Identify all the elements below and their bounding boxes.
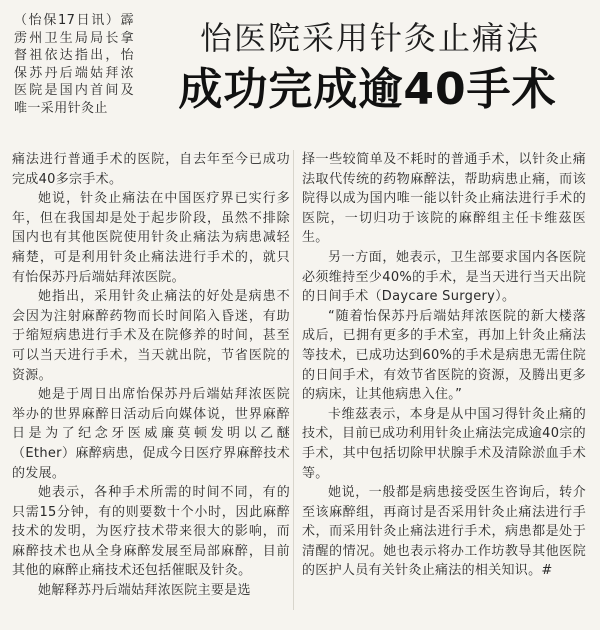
right-column <box>302 150 586 581</box>
paragraph: 她说，一般都是病患接受医生咨询后，转介至该麻醉组，再商讨是否采用针灸止痛法进行手术，而采用针灸止痛法进行手术，病患都是处于清醒的情况。她也表示将办工作坊教导其他医院的医护人员有关针灸止痛法的相关知识。# <box>302 485 586 579</box>
paragraph: 她说，针灸止痛法在中国医疗界已实行多年，但在我国却是处于起步阶段，虽然不排除国内也有其他医院使用针灸止痛法为病患减轻痛楚，可是利用针灸止痛法进行手术的，就只有怡保苏丹后端姑拜浓医院。 <box>12 191 290 285</box>
paragraph: “随着怡保苏丹后端姑拜浓医院的新大楼落成后，已拥有更多的手术室，再加上针灸止痛法等技术，已成功达到60%的手术是病患无需住院的日间手术，有效节省医院的资源，及腾出更多的病床，让其他病患入住。” <box>302 308 586 403</box>
headline-line-2: 成功完成逾40手术 <box>178 64 557 115</box>
paragraph: 她解释苏丹后端姑拜浓医院主要是选 <box>38 583 251 599</box>
paragraph: 痛法进行普通手术的医院，自去年至今已成功完成40多宗手术。 <box>12 152 290 187</box>
left-column <box>12 150 290 601</box>
paragraph: 她表示，各种手术所需的时间不同，有的只需15分钟，有的则要数十个小时，因此麻醉技术的发明，为医疗技术带来很大的影响，而麻醉技术也从全身麻醉发展至局部麻醉，目前其他的麻醉止痛技术还包括催眠及针灸。 <box>12 485 290 579</box>
paragraph: 另一方面，她表示，卫生部要求国内各医院必须维持至少40%的手术，是当天进行当天出院的日间手术（Daycare Surgery）。 <box>302 249 586 305</box>
paragraph: 卡维茲表示，本身是从中国习得针灸止痛的技术，目前已成功利用针灸止痛法完成逾40宗的手术，其中包括切除甲状腺手术及清除淤血手术等。 <box>302 406 586 481</box>
headline-line-1: 怡医院采用针灸止痛法 <box>199 19 540 57</box>
paragraph: 择一些较简单及不耗时的普通手术，以针灸止痛法取代传统的药物麻醉法，帮助病患止痛，而该院得以成为国内唯一能以针灸止痛法进行手术的医院，一切归功于该院的麻醉组主任卡维茲医生。 <box>302 152 586 246</box>
lead-paragraph <box>14 12 134 117</box>
paragraph: 她是于周日出席怡保苏丹后端姑拜浓医院举办的世界麻醉日活动后向媒体说，世界麻醉日是为了纪念牙医威廉莫顿发明以乙醚（Ether）麻醉病患，促成今日医疗界麻醉技术的发展。 <box>12 387 290 481</box>
column-divider <box>293 150 294 610</box>
paragraph: 她指出，采用针灸止痛法的好处是病患不会因为注射麻醉药物而长时间陷入昏迷，有助于缩短病患进行手术及在院修养的时间，甚至可以当天进行手术，当天就出院，节省医院的资源。 <box>12 289 290 383</box>
lead-text: （怡保17日讯）霹雳州卫生局局长拿督祖依达指出，怡保苏丹后端姑拜浓医院是国内首间及唯一采用针灸止 <box>14 13 134 116</box>
